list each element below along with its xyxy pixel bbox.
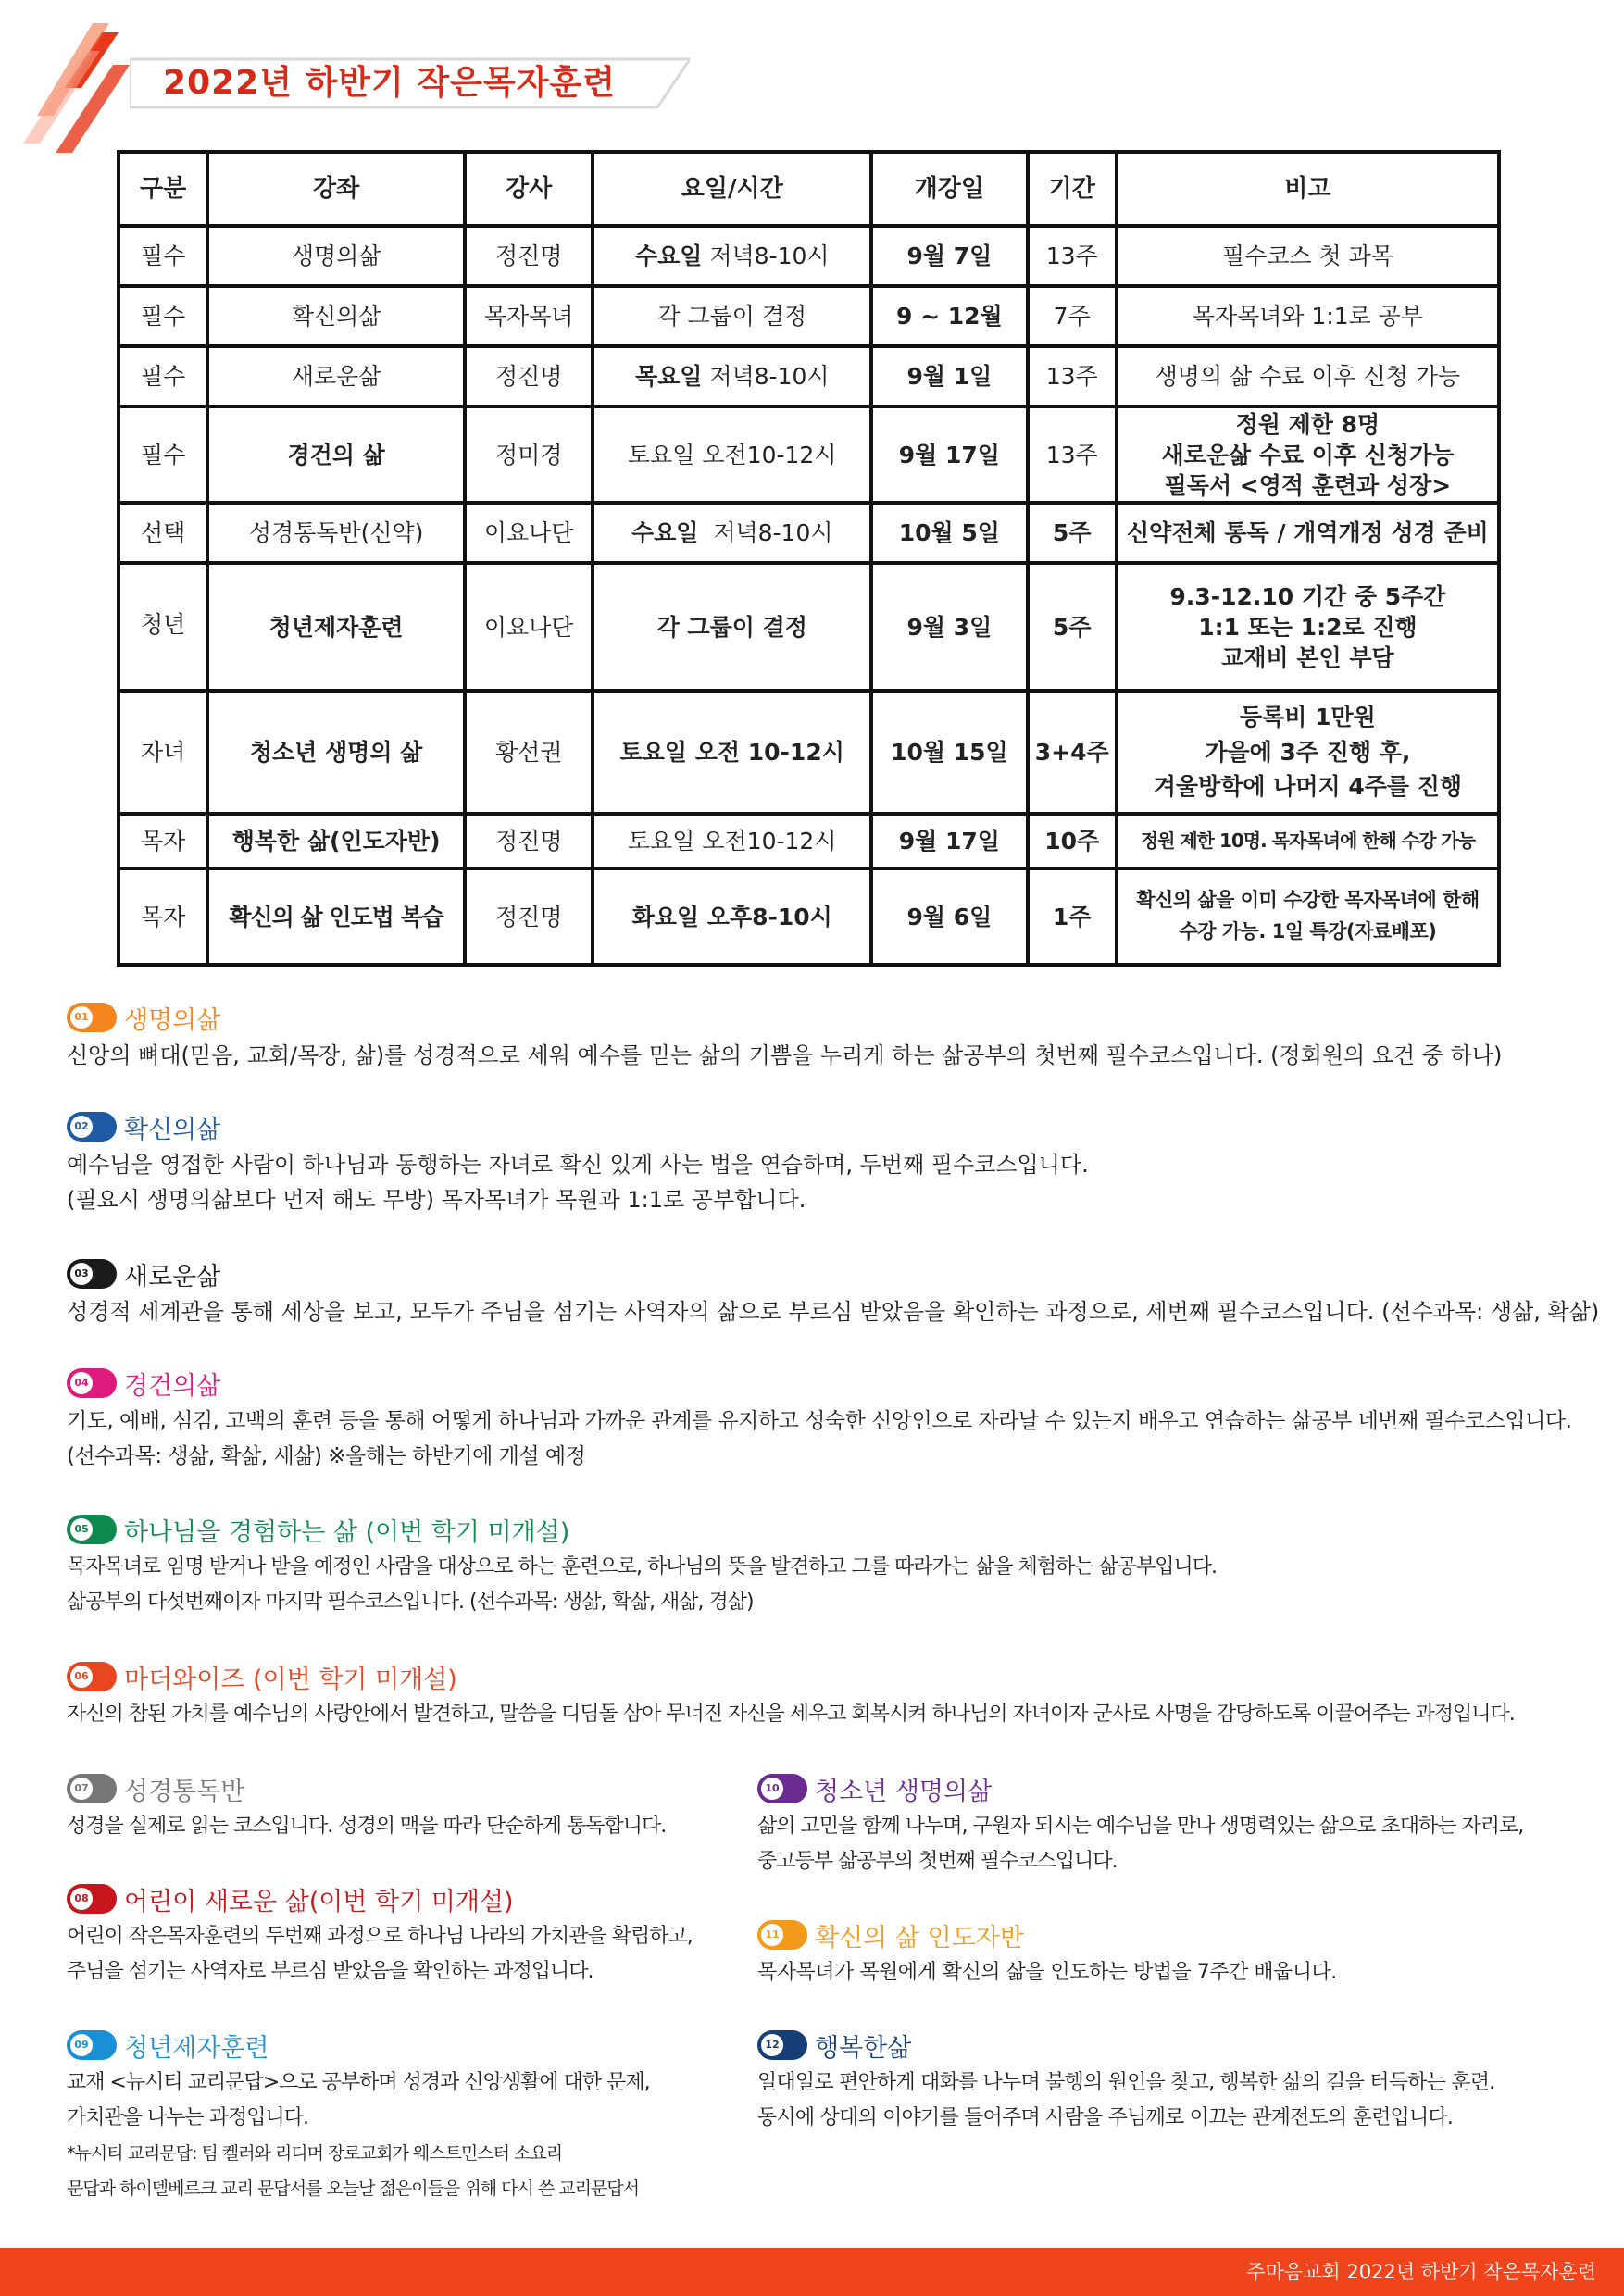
- course-description: 기도, 예배, 섬김, 고백의 훈련 등을 통해 어떻게 하나님과 가까운 관계를 유지하고 성숙한 신앙인으로 자라날 수 있는지 배우고 연습하는 삶공부 네번째 필수코스입니다. (선수과목: 생삶, 확삶, 새삶) ※올해는 하반기에 개설 예정: [67, 1409, 1572, 1468]
- cell-start: 9월 7일: [871, 226, 1027, 286]
- course-title: 청년제자훈련: [124, 2033, 269, 2063]
- schedule-table: [117, 150, 1501, 967]
- course-number-badge: 05: [67, 1515, 117, 1544]
- course-description: 목자목녀가 목원에게 확신의 삶을 인도하는 방법을 7주간 배웁니다.: [757, 1961, 1337, 1984]
- course-title: 새로운삶: [124, 1262, 221, 1292]
- cell-course: 새로운삶: [207, 346, 465, 406]
- col-header-type: 구분: [119, 152, 207, 226]
- cell-type: 선택: [119, 503, 207, 563]
- course-number-badge: 03: [67, 1259, 117, 1289]
- col-header-teacher: 강사: [465, 152, 593, 226]
- cell-note: 생명의 삶 수료 이후 신청 가능: [1117, 346, 1499, 406]
- footer-bar: [0, 2248, 1624, 2296]
- cell-period: 5주: [1028, 503, 1117, 563]
- cell-note: 필수코스 첫 과목: [1117, 226, 1499, 286]
- cell-start: 9월 3일: [871, 563, 1027, 691]
- course-number-badge: 11: [757, 1920, 807, 1950]
- cell-daytime: 수요일 저녁8-10시: [593, 503, 871, 563]
- course-title: 확신의 삶 인도자반: [815, 1923, 1024, 1953]
- course-title: 행복한삶: [815, 2033, 912, 2063]
- col-header-period: 기간: [1028, 152, 1117, 226]
- course-section-09: [67, 2028, 733, 2206]
- cell-start: 9월 6일: [871, 868, 1027, 965]
- course-number-badge: 04: [67, 1368, 117, 1398]
- cell-type: 필수: [119, 226, 207, 286]
- cell-start: 9월 17일: [871, 814, 1027, 868]
- course-title: 청소년 생명의삶: [815, 1777, 993, 1806]
- cell-course: 확신의삶: [207, 286, 465, 346]
- course-number-badge: 02: [67, 1112, 117, 1142]
- table-row: [119, 563, 1499, 691]
- col-header-start: 개강일: [871, 152, 1027, 226]
- cell-type: 목자: [119, 814, 207, 868]
- course-section-10: [757, 1772, 1591, 1879]
- cell-type: 필수: [119, 286, 207, 346]
- cell-start: 9월 17일: [871, 406, 1027, 503]
- cell-course: 청년제자훈련: [207, 563, 465, 691]
- course-number-badge: 07: [67, 1774, 117, 1803]
- table-row: [119, 286, 1499, 346]
- course-description: 교재 <뉴시티 교리문답>으로 공부하며 성경과 신앙생활에 대한 문제, 가치관을 나누는 과정입니다. *뉴시티 교리문답: 팀 켈러와 리디머 장로교회가 웨스트민스터 소요리 문답과 하이델베르크 교리 문답서를 오늘날 젊은이들을 위해 다시 쓴 교리문답서: [67, 2071, 650, 2199]
- header-stripes-decoration: [9, 14, 148, 153]
- cell-daytime: 각 그룹이 결정: [593, 286, 871, 346]
- cell-note: 목자목녀와 1:1로 공부: [1117, 286, 1499, 346]
- course-description: 신앙의 뼈대(믿음, 교회/목장, 삶)를 성경적으로 세워 예수를 믿는 삶의 기쁨을 누리게 하는 삶공부의 첫번째 필수코스입니다. (정회원의 요건 중 하나): [67, 1042, 1503, 1068]
- cell-course: 행복한 삶(인도자반): [207, 814, 465, 868]
- col-header-course: 강좌: [207, 152, 465, 226]
- cell-start: 10월 15일: [871, 691, 1027, 814]
- course-section-12: [757, 2028, 1591, 2136]
- cell-course: 청소년 생명의 삶: [207, 691, 465, 814]
- course-section-03: [67, 1257, 1600, 1329]
- course-description: 목자목녀로 임명 받거나 받을 예정인 사람을 대상으로 하는 훈련으로, 하나님의 뜻을 발견하고 그를 따라가는 삶을 체험하는 삶공부입니다. 삶공부의 다섯번째이자 마지막 필수코스입니다. (선수과목: 생삶, 확삶, 새삶, 경삶): [67, 1555, 1217, 1614]
- course-number-badge: 06: [67, 1662, 117, 1691]
- course-section-11: [757, 1918, 1591, 1990]
- cell-teacher: 목자목녀: [465, 286, 593, 346]
- course-description: 예수님을 영접한 사람이 하나님과 동행하는 자녀로 확신 있게 사는 법을 연습하며, 두번째 필수코스입니다. (필요시 생명의삶보다 먼저 해도 무방) 목자목녀가 목원과 1:1로 공부합니다.: [67, 1152, 1089, 1213]
- course-title: 성경통독반: [124, 1777, 245, 1806]
- cell-daytime: 토요일 오전10-12시: [593, 814, 871, 868]
- course-title: 생명의삶: [124, 1005, 221, 1035]
- cell-daytime: 토요일 오전10-12시: [593, 406, 871, 503]
- table-row: [119, 814, 1499, 868]
- course-title: 확신의삶: [124, 1115, 221, 1144]
- cell-period: 5주: [1028, 563, 1117, 691]
- course-number-badge: 09: [67, 2030, 117, 2060]
- footer-text: 주마음교회 2022년 하반기 작은목자훈련: [1246, 2261, 1596, 2283]
- cell-daytime: 토요일 오전 10-12시: [593, 691, 871, 814]
- table-header-row: [119, 152, 1499, 226]
- course-section-05: [67, 1513, 1585, 1620]
- cell-start: 10월 5일: [871, 503, 1027, 563]
- cell-teacher: 정진명: [465, 814, 593, 868]
- table-row: [119, 503, 1499, 563]
- cell-teacher: 정진명: [465, 346, 593, 406]
- cell-note: 확신의 삶을 이미 수강한 목자목녀에 한해 수강 가능. 1일 특강(자료배포): [1117, 868, 1499, 965]
- cell-period: 3+4주: [1028, 691, 1117, 814]
- cell-period: 1주: [1028, 868, 1117, 965]
- course-section-01: [67, 1001, 1585, 1073]
- cell-course: 생명의삶: [207, 226, 465, 286]
- course-section-02: [67, 1110, 1585, 1217]
- table-row: [119, 691, 1499, 814]
- course-description: 어린이 작은목자훈련의 두번째 과정으로 하나님 나라의 가치관을 확립하고, 주님을 섬기는 사역자로 부르심 받았음을 확인하는 과정입니다.: [67, 1925, 693, 1983]
- cell-course: 성경통독반(신약): [207, 503, 465, 563]
- course-title: 마더와이즈 (이번 학기 미개설): [124, 1665, 457, 1694]
- cell-period: 13주: [1028, 406, 1117, 503]
- cell-daytime: 각 그룹이 결정: [593, 563, 871, 691]
- cell-daytime: 화요일 오후8-10시: [593, 868, 871, 965]
- course-number-badge: 01: [67, 1003, 117, 1032]
- cell-type: 자녀: [119, 691, 207, 814]
- cell-note: 정원 제한 10명. 목자목녀에 한해 수강 가능: [1117, 814, 1499, 868]
- table-row: [119, 406, 1499, 503]
- course-number-badge: 10: [757, 1774, 807, 1803]
- cell-type: 필수: [119, 346, 207, 406]
- cell-type: 목자: [119, 868, 207, 965]
- page-title: 2022년 하반기 작은목자훈련: [163, 64, 617, 102]
- cell-period: 13주: [1028, 346, 1117, 406]
- cell-teacher: 이요나단: [465, 503, 593, 563]
- course-section-06: [67, 1660, 1585, 1732]
- course-description: 자신의 참된 가치를 예수님의 사랑안에서 발견하고, 말씀을 디딤돌 삼아 무너진 자신을 세우고 회복시켜 하나님의 자녀이자 군사로 사명을 감당하도록 이끌어주는 과정입니다.: [67, 1703, 1515, 1726]
- course-description: 삶의 고민을 함께 나누며, 구원자 되시는 예수님을 만나 생명력있는 삶으로 초대하는 자리로, 중고등부 삶공부의 첫번째 필수코스입니다.: [757, 1815, 1524, 1873]
- cell-daytime: 목요일 저녁8-10시: [593, 346, 871, 406]
- course-title: 하나님을 경험하는 삶 (이번 학기 미개설): [124, 1517, 570, 1547]
- cell-start: 9 ~ 12월: [871, 286, 1027, 346]
- course-description: 일대일로 편안하게 대화를 나누며 불행의 원인을 찾고, 행복한 삶의 길을 터득하는 훈련. 동시에 상대의 이야기를 들어주며 사람을 주님께로 이끄는 관계전도의 훈련입니다.: [757, 2071, 1495, 2129]
- cell-course: 경건의 삶: [207, 406, 465, 503]
- course-description: 성경을 실제로 읽는 코스입니다. 성경의 맥을 따라 단순하게 통독합니다.: [67, 1815, 667, 1838]
- col-header-daytime: 요일/시간: [593, 152, 871, 226]
- cell-teacher: 정진명: [465, 868, 593, 965]
- cell-type: 필수: [119, 406, 207, 503]
- cell-note: 9.3-12.10 기간 중 5주간 1:1 또는 1:2로 진행 교재비 본인 부담: [1117, 563, 1499, 691]
- cell-teacher: 정미경: [465, 406, 593, 503]
- cell-type: 청년: [119, 563, 207, 691]
- course-title: 경건의삶: [124, 1371, 221, 1401]
- cell-start: 9월 1일: [871, 346, 1027, 406]
- cell-teacher: 황선권: [465, 691, 593, 814]
- course-title: 어린이 새로운 삶(이번 학기 미개설): [124, 1887, 514, 1916]
- course-section-07: [67, 1772, 733, 1844]
- cell-note: 정원 제한 8명 새로운삶 수료 이후 신청가능 필독서 <영적 훈련과 성장>: [1117, 406, 1499, 503]
- cell-teacher: 이요나단: [465, 563, 593, 691]
- cell-note: 신약전체 통독 / 개역개정 성경 준비: [1117, 503, 1499, 563]
- cell-note: 등록비 1만원 가을에 3주 진행 후, 겨울방학에 나머지 4주를 진행: [1117, 691, 1499, 814]
- col-header-note: 비고: [1117, 152, 1499, 226]
- cell-period: 7주: [1028, 286, 1117, 346]
- course-number-badge: 08: [67, 1884, 117, 1914]
- table-row: [119, 868, 1499, 965]
- course-description: 성경적 세계관을 통해 세상을 보고, 모두가 주님을 섬기는 사역자의 삶으로 부르심 받았음을 확인하는 과정으로, 세번째 필수코스입니다. (선수과목: 생삶, 확삶): [67, 1299, 1600, 1325]
- cell-period: 13주: [1028, 226, 1117, 286]
- course-number-badge: 12: [757, 2030, 807, 2060]
- cell-teacher: 정진명: [465, 226, 593, 286]
- cell-daytime: 수요일 저녁8-10시: [593, 226, 871, 286]
- table-row: [119, 226, 1499, 286]
- cell-period: 10주: [1028, 814, 1117, 868]
- course-section-08: [67, 1882, 733, 1990]
- table-row: [119, 346, 1499, 406]
- cell-course: 확신의 삶 인도법 복습: [207, 868, 465, 965]
- course-section-04: [67, 1366, 1585, 1474]
